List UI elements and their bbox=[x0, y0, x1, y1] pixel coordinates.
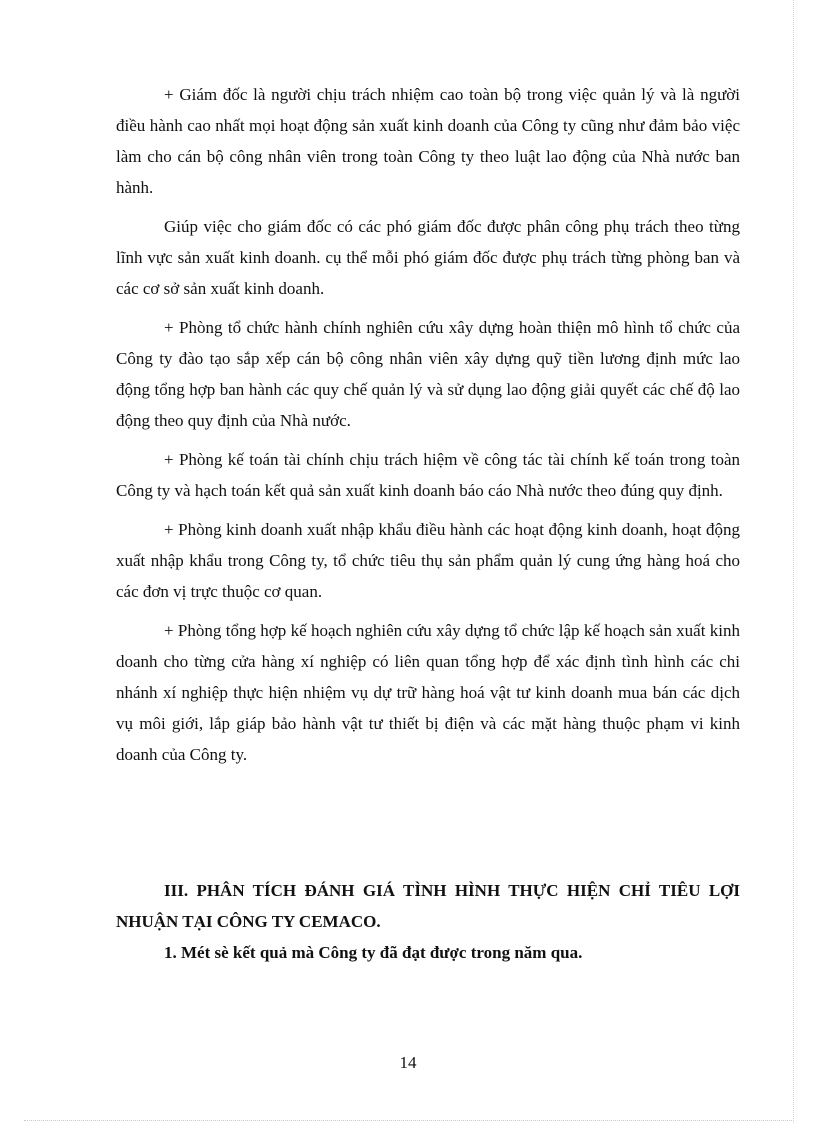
paragraph-import-export-department: + Phòng kinh doanh xuất nhập khẩu điều hành các hoạt động kinh doanh, hoạt động xuất nhập khẩu trong Công ty, tổ chức tiêu thụ sản phẩm quản lý cung ứng hàng hoá cho các đơn vị trực thuộc cơ quan. bbox=[116, 520, 740, 601]
section-heading: III. PHÂN TÍCH ĐÁNH GIÁ TÌNH HÌNH THỰC HIỆN CHỈ TIÊU LỢI NHUẬN TẠI CÔNG TY CEMACO. bbox=[116, 881, 740, 931]
paragraph-admin-department: + Phòng tổ chức hành chính nghiên cứu xây dựng hoàn thiện mô hình tổ chức của Công ty đào tạo sắp xếp cán bộ công nhân viên xây dựng quỹ tiền lương định mức lao động tổng hợp ban hành các quy chế quản lý và sử dụng lao động giải quyết các chế độ lao động theo quy định của Nhà nước. bbox=[116, 318, 740, 430]
page-edge-right bbox=[793, 0, 794, 1123]
page-edge-bottom bbox=[24, 1120, 792, 1121]
body-text bbox=[116, 79, 740, 778]
subsection-heading: 1. Mét sè kết quả mà Công ty đã đạt được trong năm qua. bbox=[164, 943, 583, 962]
paragraph-planning-department: + Phòng tổng hợp kế hoạch nghiên cứu xây dựng tổ chức lập kế hoạch sản xuất kinh doanh cho từng cửa hàng xí nghiệp có liên quan tổng hợp để xác định tình hình các chi nhánh xí nghiệp thực hiện nhiệm vụ dự trữ hàng hoá vật tư kinh doanh mua bán các dịch vụ môi giới, lắp giáp bảo hành vật tư thiết bị điện và các mặt hàng thuộc phạm vi kinh doanh của Công ty. bbox=[116, 621, 740, 764]
paragraph-accounting-department: + Phòng kế toán tài chính chịu trách hiệm về công tác tài chính kế toán trong toàn Công ty và hạch toán kết quả sản xuất kinh doanh báo cáo Nhà nước theo đúng quy định. bbox=[116, 450, 740, 500]
page-number: 14 bbox=[399, 1053, 417, 1072]
paragraph-director: + Giám đốc là người chịu trách nhiệm cao toàn bộ trong việc quản lý và là người điều hành cao nhất mọi hoạt động sản xuất kinh doanh của Công ty cũng như đảm bảo việc làm cho cán bộ công nhân viên trong toàn Công ty theo luật lao động của Nhà nước ban hành. bbox=[116, 85, 740, 197]
paragraph-deputy-directors: Giúp việc cho giám đốc có các phó giám đốc được phân công phụ trách theo từng lĩnh vực sản xuất kinh doanh. cụ thể mỗi phó giám đốc được phụ trách từng phòng ban và các cơ sở sản xuất kinh doanh. bbox=[116, 217, 740, 298]
